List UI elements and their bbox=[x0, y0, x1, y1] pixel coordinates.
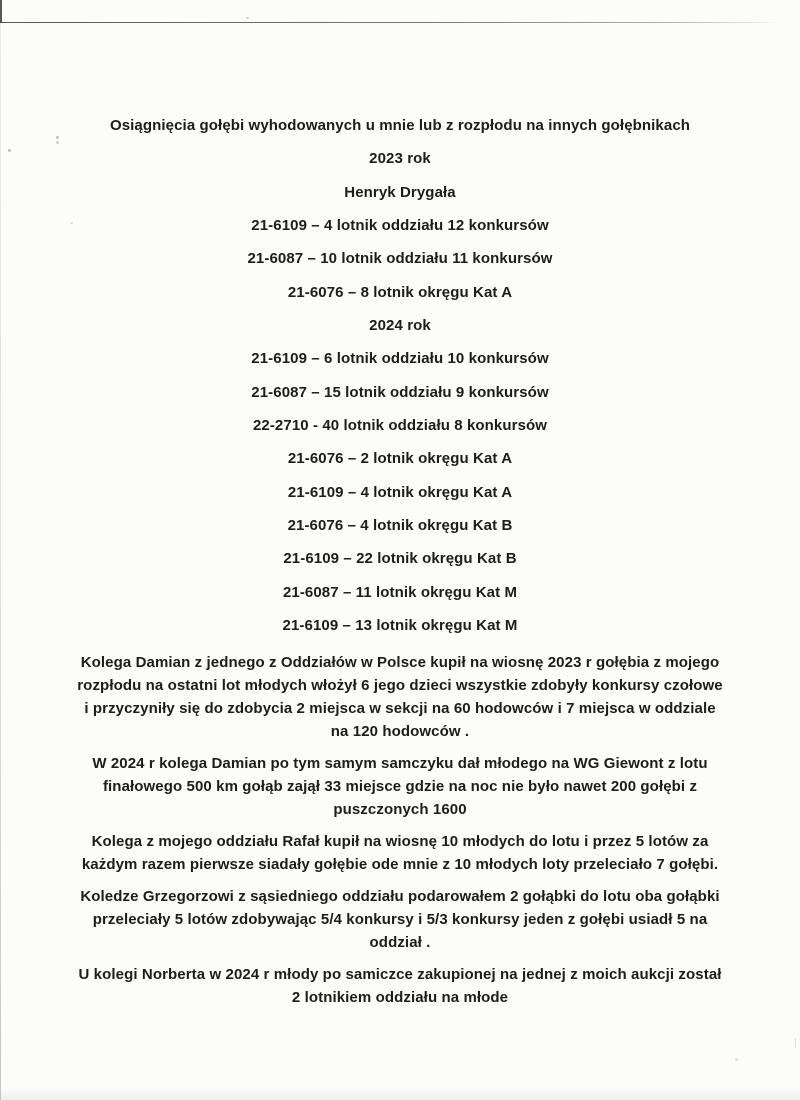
year-heading-2023: 2023 rok bbox=[369, 150, 431, 168]
year-heading-2024: 2024 rok bbox=[369, 317, 431, 335]
result-line: 21-6087 – 11 lotnik okręgu Kat M bbox=[282, 583, 518, 601]
result-line: 21-6109 – 6 lotnik oddziału 10 konkursów bbox=[251, 350, 549, 368]
breeder-name: Henryk Drygała bbox=[344, 183, 456, 201]
result-line: 21-6109 – 22 lotnik okręgu Kat B bbox=[283, 550, 517, 568]
result-line: 21-6087 – 10 lotnik oddziału 11 konkursów bbox=[247, 250, 553, 268]
paragraph-rafal: Kolega z mojego oddziału Rafał kupił na wiosnę 10 młodych do lotu i przez 5 lotów za każdym razem pierwsze siadały gołębie ode mnie z 10 młodych loty przeleciało 7 gołębi. bbox=[81, 832, 719, 873]
result-line: 21-6076 – 2 lotnik okręgu Kat A bbox=[287, 450, 513, 468]
result-line: 21-6109 – 4 lotnik oddziału 12 konkursów bbox=[251, 217, 549, 235]
paragraph-section bbox=[76, 651, 724, 1009]
scan-speck bbox=[795, 1038, 796, 1047]
result-line: 21-6076 – 4 lotnik okręgu Kat B bbox=[287, 517, 513, 535]
paragraph-damian-2024: W 2024 r kolega Damian po tym samym samczyku dał młodego na WG Giewont z lotu finałowego 500 km gołąb zajął 33 miejsce gdzie na noc nie było nawet 200 gołębi z puszczonych 1600 bbox=[92, 754, 708, 818]
result-line: 21-6076 – 8 lotnik okręgu Kat A bbox=[287, 283, 513, 301]
document-title: Osiągnięcia gołębi wyhodowanych u mnie lub z rozpłodu na innych gołębnikach bbox=[109, 117, 691, 134]
result-line: 21-6087 – 15 lotnik oddziału 9 konkursów bbox=[251, 383, 549, 401]
scan-artifact-bottom-shade bbox=[0, 1088, 800, 1100]
result-line: 22-2710 - 40 lotnik oddziału 8 konkursów bbox=[252, 417, 548, 435]
result-line: 21-6109 – 4 lotnik okręgu Kat A bbox=[287, 483, 513, 501]
paragraph-damian-2023: Kolega Damian z jednego z Oddziałów w Polsce kupił na wiosnę 2023 r gołębia z mojego rozpłodu na ostatni lot młodych włożył 6 jego dzieci wszystkie zdobyły konkursy czołowe i przyczyniły się do zdobycia 2 miejsca w sekcji na 60 hodowców i 7 miejsca w oddziale na 120 hodowców . bbox=[77, 653, 723, 740]
scan-speck bbox=[735, 1058, 738, 1061]
paragraph-norbert: U kolegi Norberta w 2024 r młody po samiczce zakupionej na jednej z moich aukcji został 2 lotnikiem oddziału na młode bbox=[78, 965, 722, 1006]
paragraph-grzegorz: Koledze Grzegorzowi z sąsiedniego oddziału podarowałem 2 gołąbki do lotu oba gołąbki przeleciały 5 lotów zdobywając 5/4 konkursy i 5/3 konkursy jeden z gołębi usiadł 5 na oddział . bbox=[80, 887, 720, 951]
result-line: 21-6109 – 13 lotnik okręgu Kat M bbox=[282, 617, 518, 635]
